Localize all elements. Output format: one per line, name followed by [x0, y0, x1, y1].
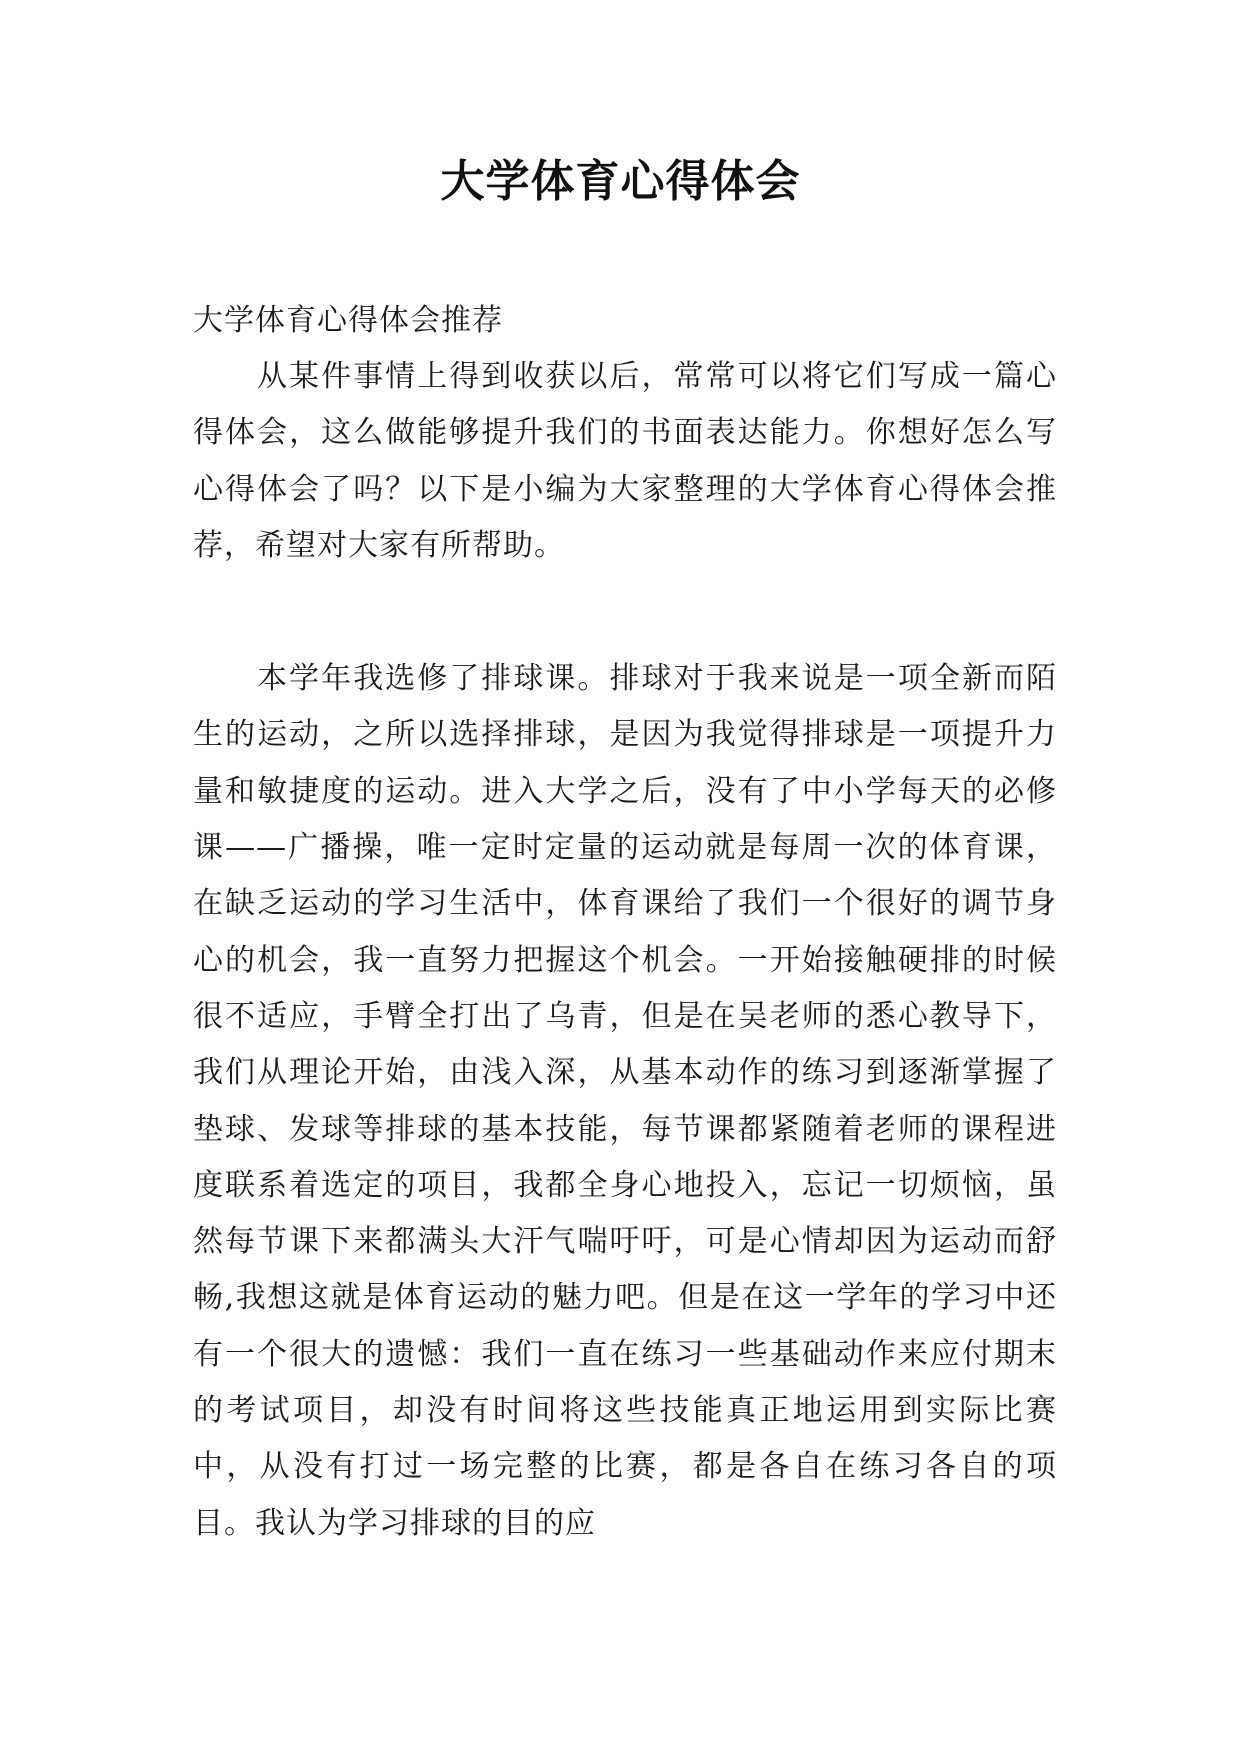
document-body: [193, 293, 1057, 1552]
body-paragraph: 本学年我选修了排球课。排球对于我来说是一项全新而陌生的运动，之所以选择排球，是因为我觉得排球是一项提升力量和敏捷度的运动。进入大学之后，没有了中小学每天的必修课——广播操，唯一定时定量的运动就是每周一次的体育课，在缺乏运动的学习生活中，体育课给了我们一个很好的调节身心的机会，我一直努力把握这个机会。一开始接触硬排的时候很不适应，手臂全打出了乌青，但是在吴老师的悉心教导下，我们从理论开始，由浅入深，从基本动作的练习到逐渐掌握了垫球、发球等排球的基本技能，每节课都紧随着老师的课程进度联系着选定的项目，我都全身心地投入，忘记一切烦恼，虽然每节课下来都满头大汗气喘吁吁，可是心情却因为运动而舒畅,我想这就是体育运动的魅力吧。但是在这一学年的学习中还有一个很大的遗憾：我们一直在练习一些基础动作来应付期末的考试项目，却没有时间将这些技能真正地运用到实际比赛中，从没有打过一场完整的比赛，都是各自在练习各自的项目。我认为学习排球的目的应: [193, 661, 1057, 1541]
document-title: 大学体育心得体会: [440, 156, 801, 207]
document-subtitle: 大学体育心得体会推荐: [193, 303, 503, 338]
intro-paragraph: 从某件事情上得到收获以后，常常可以将它们写成一篇心得体会，这么做能够提升我们的书面表达能力。你想好怎么写心得体会了吗？以下是小编为大家整理的大学体育心得体会推荐，希望对大家有所帮助。: [193, 359, 1057, 563]
